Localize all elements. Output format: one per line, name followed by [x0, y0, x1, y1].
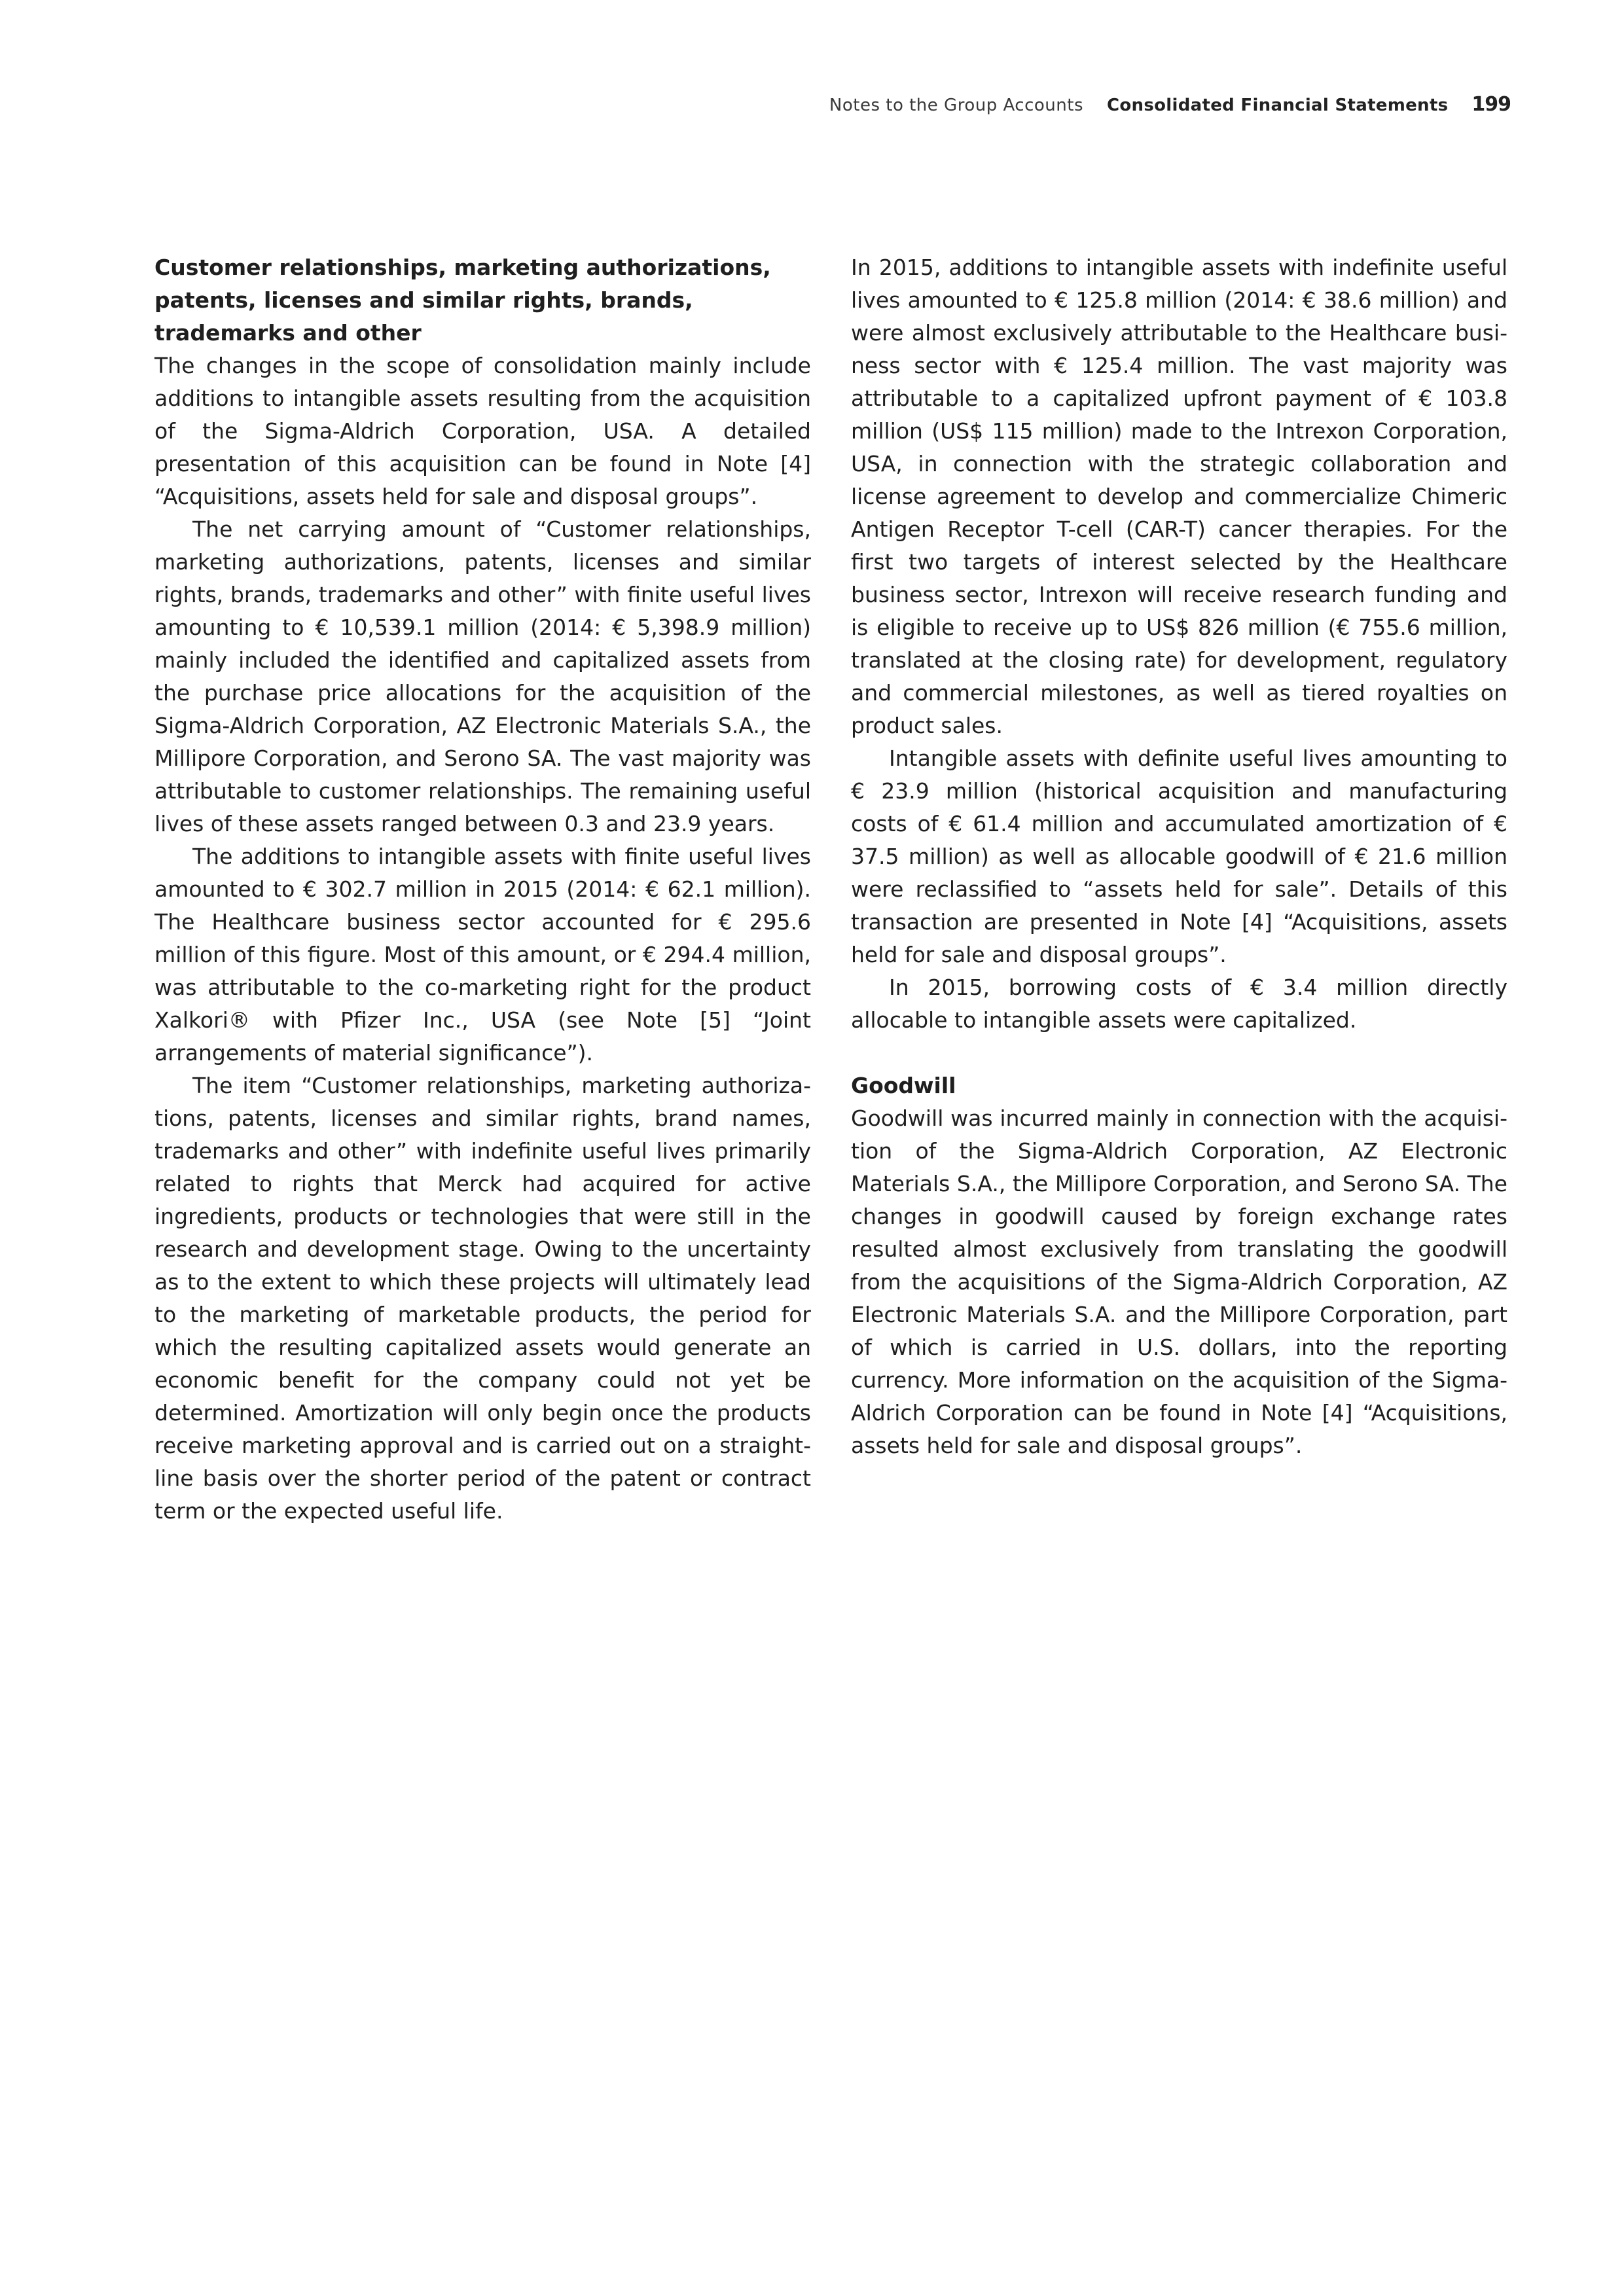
right-column: [851, 251, 1507, 1462]
section-heading-goodwill: Goodwill: [851, 1073, 956, 1098]
paragraph: In 2015, borrowing costs of € 3.4 million directly allocable to intangible assets were capitalized.: [851, 975, 1507, 1033]
paragraph: The net carrying amount of “Customer relationships, marketing authorizations, patents, licenses and similar rights, brands, trademarks and other” with finite useful lives amounting to € 10,539.1 million (2014: € 5,398.9 million) mainly included the identified and capitalized assets from the purchase price allocations for the acquisition of the Sigma-Aldrich Corporation, AZ Electronic Materials S.A., the Millipore Corporation, and Serono SA. The vast majority was attributable to customer relationships. The remaining useful lives of these assets ranged between 0.3 and 23.9 years.: [154, 516, 811, 836]
page-number: 199: [1471, 93, 1511, 116]
section-label: Notes to the Group Accounts: [829, 96, 1083, 115]
paragraph: The additions to intangible assets with finite useful lives amounted to € 302.7 million in 2015 (2014: € 62.1 million). The Healthcare business sector accounted for € 295.6 million of this figure. Most of this amount, or € 294.4 million, was attributable to the co-marketing right for the product Xalkori® with Pfizer Inc., USA (see Note [5] “Joint arrangements of material significance”).: [154, 844, 811, 1066]
left-column: [154, 251, 811, 1528]
paragraph: The changes in the scope of consolidation mainly include additions to intangible assets resulting from the acquisition of the Sigma-Aldrich Corporation, USA. A detailed presentation of this acquisition can be found in Note [4] “Acquisitions, assets held for sale and disposal groups”.: [154, 353, 811, 509]
paragraph: The item “Customer relationships, marketing authorizations, patents, licenses and similar rights, brand names, trademarks and other” with indefinite useful lives primarily related to rights that Merck had acquired for active ingredients, products or technologies that were still in the research and development stage. Owing to the uncertainty as to the extent to which these projects will ultimately lead to the marketing of marketable products, the period for which the resulting capitalized assets would generate an economic benefit for the company could not yet be determined. Amortization will only begin once the products receive marketing approval and is carried out on a straight-line basis over the shorter period of the patent or contract term or the expected useful life.: [154, 1073, 811, 1524]
section-heading-customer-relationships: Customer relationships, marketing authorizations, patents, licenses and similar rights, brands, trademarks and other: [154, 255, 771, 346]
paragraph: Intangible assets with definite useful lives amounting to € 23.9 million (historical acquisition and manufacturing costs of € 61.4 million and accumulated amortization of € 37.5 million) as well as allocable goodwill of € 21.6 million were reclassified to “assets held for sale”. Details of this transaction are presented in Note [4] “Acquisitions, assets held for sale and disposal groups”.: [851, 745, 1507, 967]
paragraph: In 2015, additions to intangible assets with indefinite useful lives amounted to € 125.8 million (2014: € 38.6 million) and were almost exclusively attributable to the Healthcare business sector with € 125.4 million. The vast majority was attributable to a capitalized upfront payment of € 103.8 million (US$ 115 million) made to the Intrexon Corporation, USA, in connection with the strategic collaboration and license agreement to develop and commercialize Chimeric Antigen Receptor T-cell (CAR-T) cancer therapies. For the first two targets of interest selected by the Healthcare business sector, Intrexon will receive research funding and is eligible to receive up to US$ 826 million (€ 755.6 million, translated at the closing rate) for development, regulatory and commercial milestones, as well as tiered royalties on product sales.: [851, 255, 1507, 738]
document-title: Consolidated Financial Statements: [1107, 96, 1449, 115]
page-header: [829, 93, 1511, 116]
section-spacer: [851, 1037, 1507, 1069]
paragraph: Goodwill was incurred mainly in connection with the acquisition of the Sigma-Aldrich Corporation, AZ Electronic Materials S.A., the Millipore Corporation, and Serono SA. The changes in goodwill caused by foreign exchange rates resulted almost exclusively from translating the goodwill from the acquisitions of the Sigma-Aldrich Corporation, AZ Electronic Materials S.A. and the Millipore Corporation, part of which is carried in U.S. dollars, into the reporting currency. More information on the acquisition of the Sigma-Aldrich Corporation can be found in Note [4] “Acquisitions, assets held for sale and disposal groups”.: [851, 1105, 1507, 1458]
